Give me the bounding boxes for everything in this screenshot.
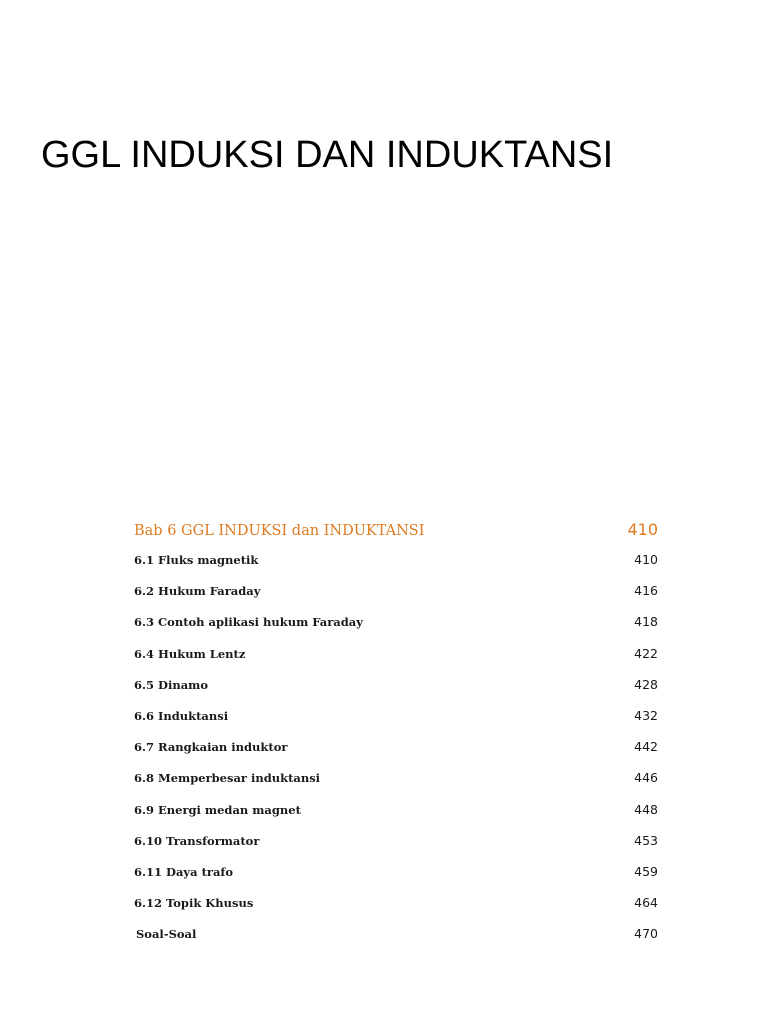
toc-entry-page: 448: [634, 801, 658, 817]
toc-entry-label: 6.12 Topik Khusus: [134, 896, 254, 911]
toc-entry-page: 442: [634, 739, 658, 755]
toc-entry-memperbesar-induktansi[interactable]: [134, 770, 662, 801]
toc-entry-dinamo[interactable]: [134, 677, 662, 708]
toc-entry-label: 6.5 Dinamo: [134, 677, 209, 692]
toc-entry-label: 6.11 Daya trafo: [134, 864, 234, 879]
toc-entry-rangkaian-induktor[interactable]: [134, 739, 662, 770]
toc-entry-hukum-lentz[interactable]: [134, 646, 662, 677]
toc-entry-label: 6.7 Rangkaian induktor: [134, 740, 288, 755]
toc-entry-page: 446: [634, 770, 658, 786]
toc-entry-page: 464: [634, 895, 658, 911]
toc-chapter-label: Bab 6 GGL INDUKSI dan INDUKTANSI: [134, 523, 425, 539]
toc-entry-contoh-aplikasi[interactable]: [134, 614, 662, 645]
toc-entry-page: 428: [634, 676, 658, 692]
toc-entry-label: 6.3 Contoh aplikasi hukum Faraday: [134, 615, 363, 630]
toc-entry-label: 6.4 Hukum Lentz: [134, 646, 246, 661]
toc-entry-soal-soal[interactable]: [134, 926, 662, 957]
toc-entry-transformator[interactable]: [134, 833, 662, 864]
toc-chapter-heading[interactable]: [134, 520, 662, 552]
toc-entry-label: 6.10 Transformator: [134, 833, 260, 848]
toc-entry-label: Soal-Soal: [136, 927, 197, 942]
toc-entry-energi-medan-magnet[interactable]: [134, 802, 662, 833]
toc-entry-page: 432: [634, 707, 658, 723]
toc-entry-page: 410: [634, 552, 658, 567]
toc-entry-label: 6.9 Energi medan magnet: [134, 802, 301, 817]
toc-entry-label: 6.2 Hukum Faraday: [134, 584, 261, 599]
toc-entry-page: 453: [634, 832, 658, 848]
toc-entry-page: 422: [634, 645, 658, 661]
toc-chapter-page: 410: [627, 520, 658, 539]
toc-entry-topik-khusus[interactable]: [134, 895, 662, 926]
toc-entry-label: 6.1 Fluks magnetik: [134, 553, 259, 567]
toc-entry-page: 418: [634, 614, 658, 630]
toc-entry-fluks-magnetik[interactable]: [134, 552, 662, 583]
toc-entry-hukum-faraday[interactable]: [134, 583, 662, 614]
table-of-contents: [134, 520, 662, 957]
toc-entry-page: 470: [634, 926, 658, 942]
toc-entry-label: 6.8 Memperbesar induktansi: [134, 771, 321, 786]
page-title: GGL INDUKSI DAN INDUKTANSI: [41, 134, 614, 176]
toc-entry-label: 6.6 Induktansi: [134, 708, 229, 723]
toc-entry-daya-trafo[interactable]: [134, 864, 662, 895]
toc-entry-page: 459: [634, 863, 658, 879]
toc-entry-induktansi[interactable]: [134, 708, 662, 739]
toc-entry-page: 416: [634, 583, 658, 599]
